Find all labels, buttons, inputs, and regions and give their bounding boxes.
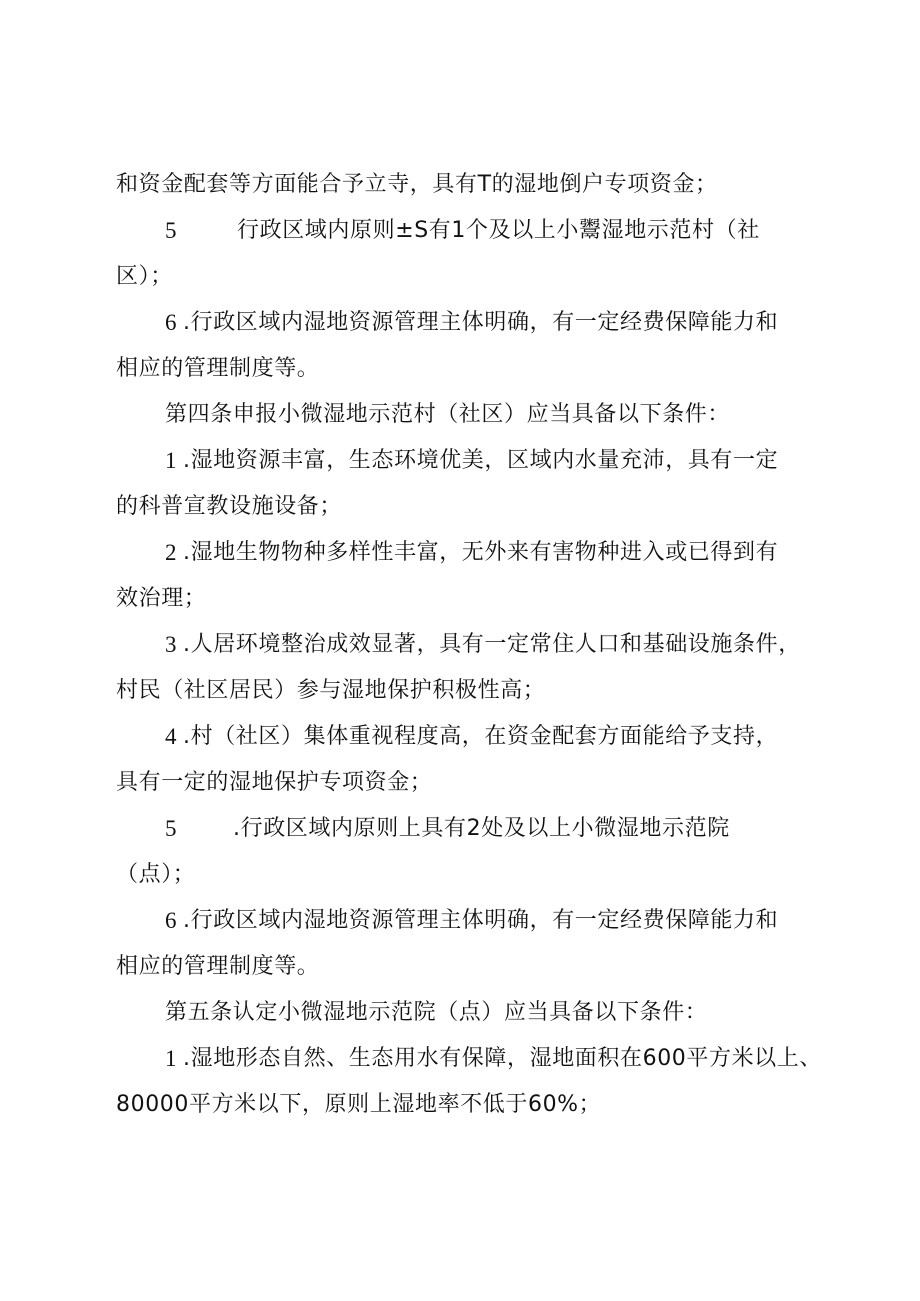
item-number: 6 (165, 908, 178, 933)
article-heading: 第五条认定小微湿地示范院（点）应当具备以下条件： (165, 1000, 708, 1025)
paragraph-line: 和资金配套等方面能合予立寺，具有T的湿地倒户专项资金； (116, 172, 718, 197)
paragraph-line: .湿地资源丰富，生态环境优美，区域内水量充沛，具有一定 (183, 448, 779, 473)
item-number: 2 (165, 540, 178, 565)
item-number: 4 (165, 724, 178, 749)
paragraph-line: 80000平方米以下，原则上湿地率不低于60%； (116, 1092, 602, 1117)
paragraph-line: .人居环境整治成效显著，具有一定常住人口和基础设施条件， (183, 632, 801, 657)
paragraph-line: 相应的管理制度等。 (116, 954, 320, 979)
item-number: 1 (165, 1046, 178, 1071)
paragraph-line: .村（社区）集体重视程度高，在资金配套方面能给予支持， (183, 724, 779, 749)
paragraph-line: 区）； (116, 264, 173, 289)
paragraph-line: 相应的管理制度等。 (116, 356, 320, 381)
paragraph-line: 的科普宣教设施设备； (116, 494, 343, 519)
paragraph-line: .湿地生物物种多样性丰富，无外来有害物种进入或已得到有 (183, 540, 779, 565)
paragraph-line: 效治理； (116, 586, 207, 611)
paragraph-line: .湿地形态自然、生态用水有保障，湿地面积在600平方米以上、 (183, 1046, 822, 1071)
paragraph-line: 具有一定的湿地保护专项资金； (116, 770, 433, 795)
item-number: 6 (165, 310, 178, 335)
item-number: 1 (165, 448, 178, 473)
paragraph-line: 村民（社区居民）参与湿地保护积极性高； (116, 678, 546, 703)
item-number: 5 (165, 816, 178, 841)
paragraph-line: .行政区域内湿地资源管理主体明确，有一定经费保障能力和 (183, 908, 779, 933)
paragraph-line: 行政区域内原则±S有1个及以上小鬻湿地示范村（社 (237, 218, 760, 243)
paragraph-line: .行政区域内湿地资源管理主体明确，有一定经费保障能力和 (183, 310, 779, 335)
item-number: 5 (165, 218, 178, 243)
item-number: 3 (165, 632, 178, 657)
article-heading: 第四条申报小微湿地示范村（社区）应当具备以下条件： (165, 402, 731, 427)
paragraph-line: .行政区域内原则上具有2处及以上小微湿地示范院 (233, 816, 730, 841)
paragraph-line: （点）； (116, 862, 196, 887)
